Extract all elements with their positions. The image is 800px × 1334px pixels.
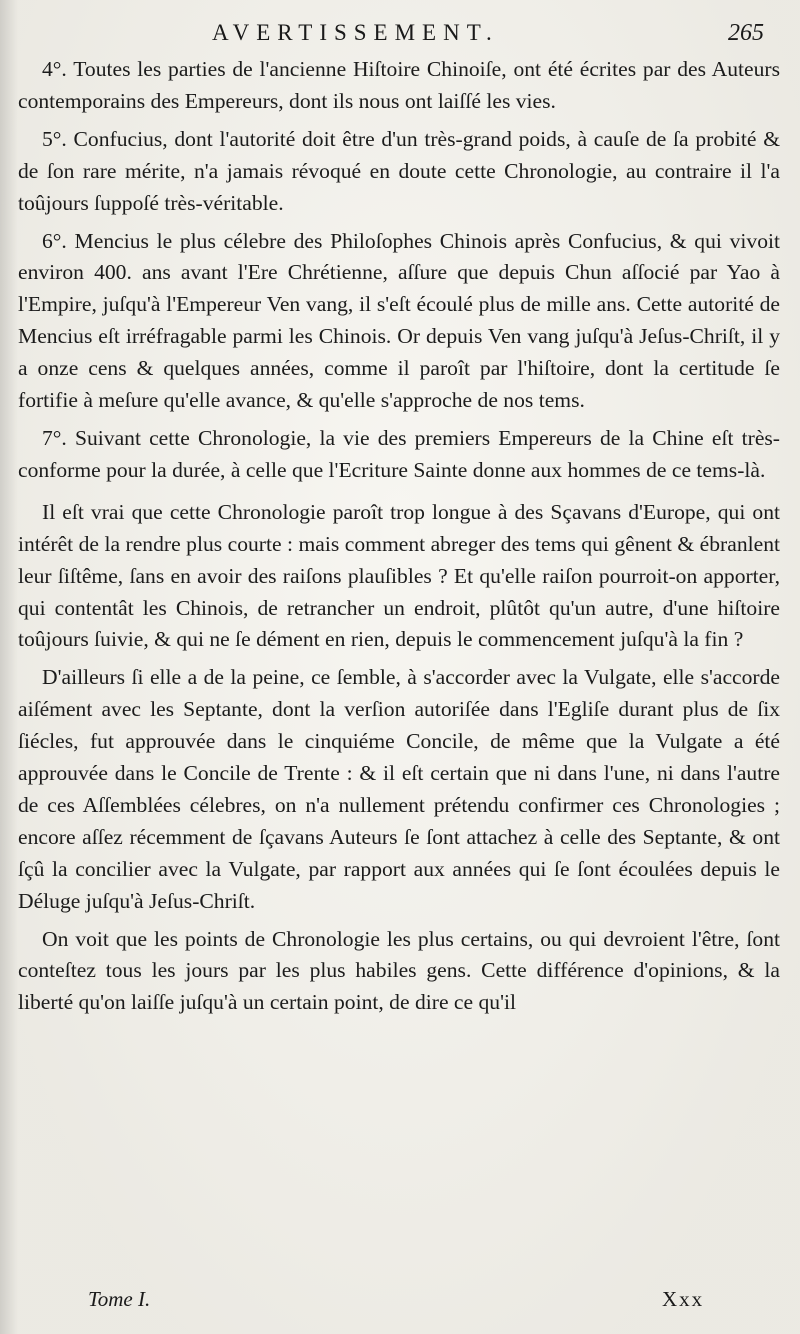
page-number: 265 [728, 20, 764, 46]
paragraph-chronology: Il eſt vrai que cette Chronologie paroît trop longue à des Sçavans d'Europe, qui ont intérêt de la rendre plus courte : mais comment abreger des tems qui gênent & ébranlent leur ſiſtême, ſans en avoir des raiſons plauſibles ? Et qu'elle raiſon pourroit-on apporter, qui contentât les Chinois, de retrancher un endroit, plûtôt qu'un autre, d'une hiſtoire toûjours ſuivie, & qui ne ſe dément en rien, depuis le commencement juſqu'à la fin ? [18, 499, 780, 652]
paragraph-vulgate: D'ailleurs ſi elle a de la peine, ce ſemble, à s'accorder avec la Vulgate, elle s'accorde aiſément avec les Septante, dont la verſion autoriſée dans l'Egliſe durant plus de ſix ſiécles, fut approuvée dans le cinquiéme Concile, de même que la Vulgate a été approuvée dans le Concile de Trente : & il eſt certain que ni dans l'une, ni dans l'autre de ces Aſſemblées célebres, on n'a nullement prétendu confirmer ces Chronologies ; encore aſſez récemment de ſçavans Auteurs ſe ſont attachez à celle des Septante, & ont ſçû la concilier avec la Vulgate, par rapport aux années qui ſe ſont écoulées depuis le Déluge juſqu'à Jeſus-Chriſt. [18, 665, 780, 913]
paragraph-7: 7°. Suivant cette Chronologie, la vie des premiers Empereurs de la Chine eſt très-conforme pour la durée, à celle que l'Ecriture Sainte donne aux hommes de ce tems-là. [18, 425, 780, 482]
paragraph-opinions: On voit que les points de Chronologie les plus certains, ou qui devroient l'être, ſont conteſtez tous les jours par les plus habiles gens. Cette différence d'opinions, & la liberté qu'on laiſſe juſqu'à un certain point, de dire ce qu'il [18, 926, 780, 1015]
paragraph-5: 5°. Confucius, dont l'autorité doit être d'un très-grand poids, à cauſe de ſa probité & de ſon rare mérite, n'a jamais révoqué en doute cette Chronologie, au contraire il l'a toûjours ſuppoſé très-véritable. [18, 126, 780, 215]
body-text [18, 54, 780, 1025]
page-gutter-shadow [0, 0, 18, 1334]
page-footer [0, 1283, 800, 1315]
paragraph-4: 4°. Toutes les parties de l'ancienne Hiſtoire Chinoiſe, ont été écrites par des Auteurs contemporains des Empereurs, dont ils nous ont laiſſé les vies. [18, 57, 780, 113]
paragraph-6: 6°. Mencius le plus célebre des Philoſophes Chinois après Confucius, & qui vivoit environ 400. ans avant l'Ere Chrétienne, aſſure que depuis Chun aſſocié par Yao à l'Empire, juſqu'à l'Empereur Ven vang, il s'eſt écoulé plus de mille ans. Cette autorité de Mencius eſt irréfragable parmi les Chinois. Or depuis Ven vang juſqu'à Jeſus-Chriſt, il y a onze cens & quelques années, comme il paroît par l'hiſtoire, dont la certitude ſe fortifie à meſure qu'elle avance, & qu'elle s'approche de nos tems. [18, 228, 780, 413]
page-header [0, 14, 800, 54]
volume-label: Tome I. [88, 1287, 151, 1311]
signature-mark: Xxx [662, 1287, 705, 1311]
running-title: AVERTISSEMENT. [212, 20, 499, 45]
